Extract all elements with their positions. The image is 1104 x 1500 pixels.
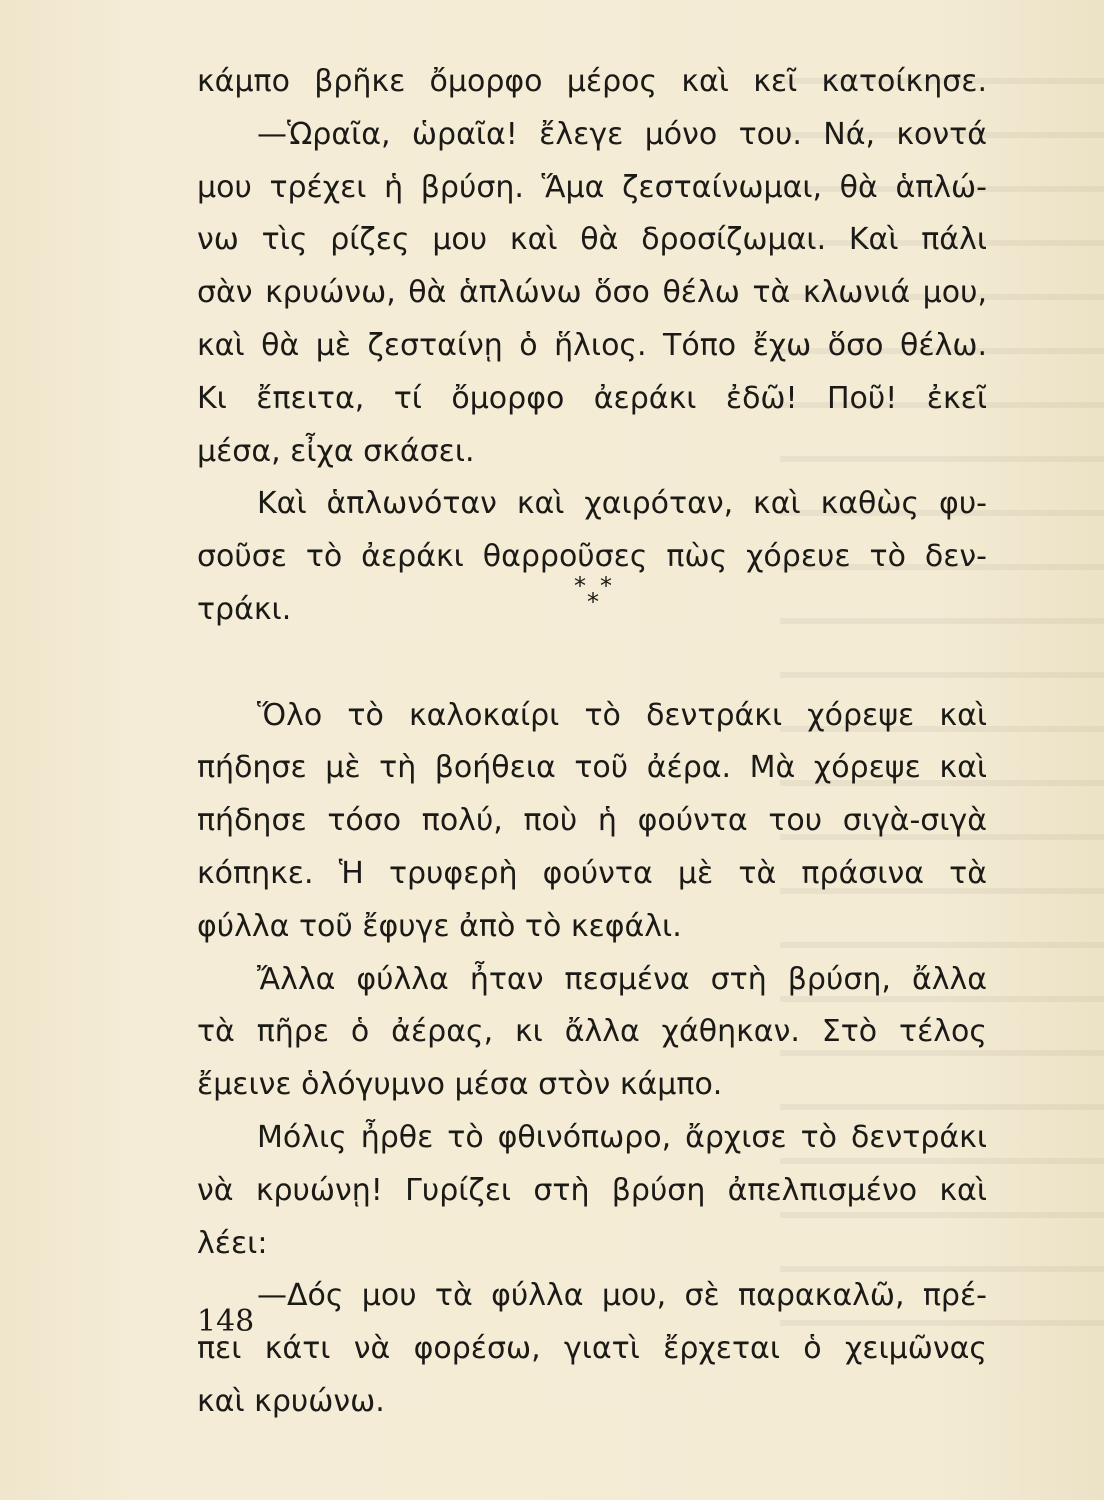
- section-gap: [197, 637, 987, 690]
- text-line: φύλλα τοῦ ἔφυγε ἀπὸ τὸ κεφάλι.: [197, 908, 682, 944]
- text-line: κόπηκε. Ἡ τρυφερὴ φούντα μὲ τὰ πράσινα τὰ: [197, 855, 987, 891]
- page-number: 148: [197, 1304, 255, 1339]
- text-line: σοῦσε τὸ ἀεράκι θαρροῦσες πὼς χόρευε τὸ δεν-: [197, 539, 987, 575]
- text-line: πει κάτι νὰ φορέσω, γιατὶ ἔρχεται ὁ χειμῶνας: [197, 1331, 987, 1367]
- text-line: νὰ κρυώνῃ! Γυρίζει στὴ βρύση ἀπελπισμένο καὶ: [197, 1172, 987, 1208]
- text-line: —Δός μου τὰ φύλλα μου, σὲ παρακαλῶ, πρέ-: [257, 1278, 987, 1314]
- text-line: Καὶ ἁπλωνόταν καὶ χαιρόταν, καὶ καθὼς φυ-: [257, 486, 987, 522]
- text-line: ἔμεινε ὁλόγυμνο μέσα στὸν κάμπο.: [197, 1067, 723, 1103]
- text-line: τὰ πῆρε ὁ ἀέρας, κι ἄλλα χάθηκαν. Στὸ τέλος: [197, 1014, 987, 1050]
- text-line: Ὅλο τὸ καλοκαίρι τὸ δεντράκι χόρεψε καὶ: [257, 697, 987, 733]
- text-line: Μόλις ἦρθε τὸ φθινόπωρο, ἄρχισε τὸ δεντράκι: [257, 1119, 987, 1155]
- text-line: Ἄλλα φύλλα ἦταν πεσμένα στὴ βρύση, ἄλλα: [257, 961, 987, 997]
- separator-star: *: [574, 572, 586, 600]
- text-line: —Ὡραῖα, ὡραῖα! ἔλεγε μόνο του. Νά, κοντά: [257, 116, 987, 152]
- text-line: πήδησε τόσο πολύ, ποὺ ἡ φούντα του σιγὰ-σιγὰ: [197, 803, 987, 839]
- text-line: σὰν κρυώνω, θὰ ἁπλώνω ὅσο θέλω τὰ κλωνιά μου,: [197, 275, 987, 311]
- text-line: καὶ θὰ μὲ ζεσταίνῃ ὁ ἥλιος. Τόπο ἔχω ὅσο θέλω.: [197, 327, 987, 363]
- separator-star: *: [587, 588, 599, 616]
- separator-star: *: [600, 572, 612, 600]
- text-line: τράκι.: [197, 591, 292, 627]
- section-separator: [570, 572, 620, 616]
- text-line: Κι ἔπειτα, τί ὄμορφο ἀεράκι ἐδῶ! Ποῦ! ἐκεῖ: [197, 380, 987, 416]
- text-line: λέει:: [197, 1225, 268, 1261]
- text-line: μέσα, εἶχα σκάσει.: [197, 433, 475, 469]
- text-line: κάμπο βρῆκε ὄμορφο μέρος καὶ κεῖ κατοίκησε.: [197, 64, 987, 99]
- text-line: μου τρέχει ἡ βρύση. Ἅμα ζεσταίνωμαι, θὰ ἁπλώ-: [197, 169, 987, 205]
- text-line: νω τὶς ρίζες μου καὶ θὰ δροσίζωμαι. Καὶ πάλι: [197, 222, 987, 258]
- body-text: [197, 56, 987, 1429]
- text-line: πήδησε μὲ τὴ βοήθεια τοῦ ἀέρα. Μὰ χόρεψε καὶ: [197, 750, 987, 786]
- text-line: καὶ κρυώνω.: [197, 1383, 385, 1419]
